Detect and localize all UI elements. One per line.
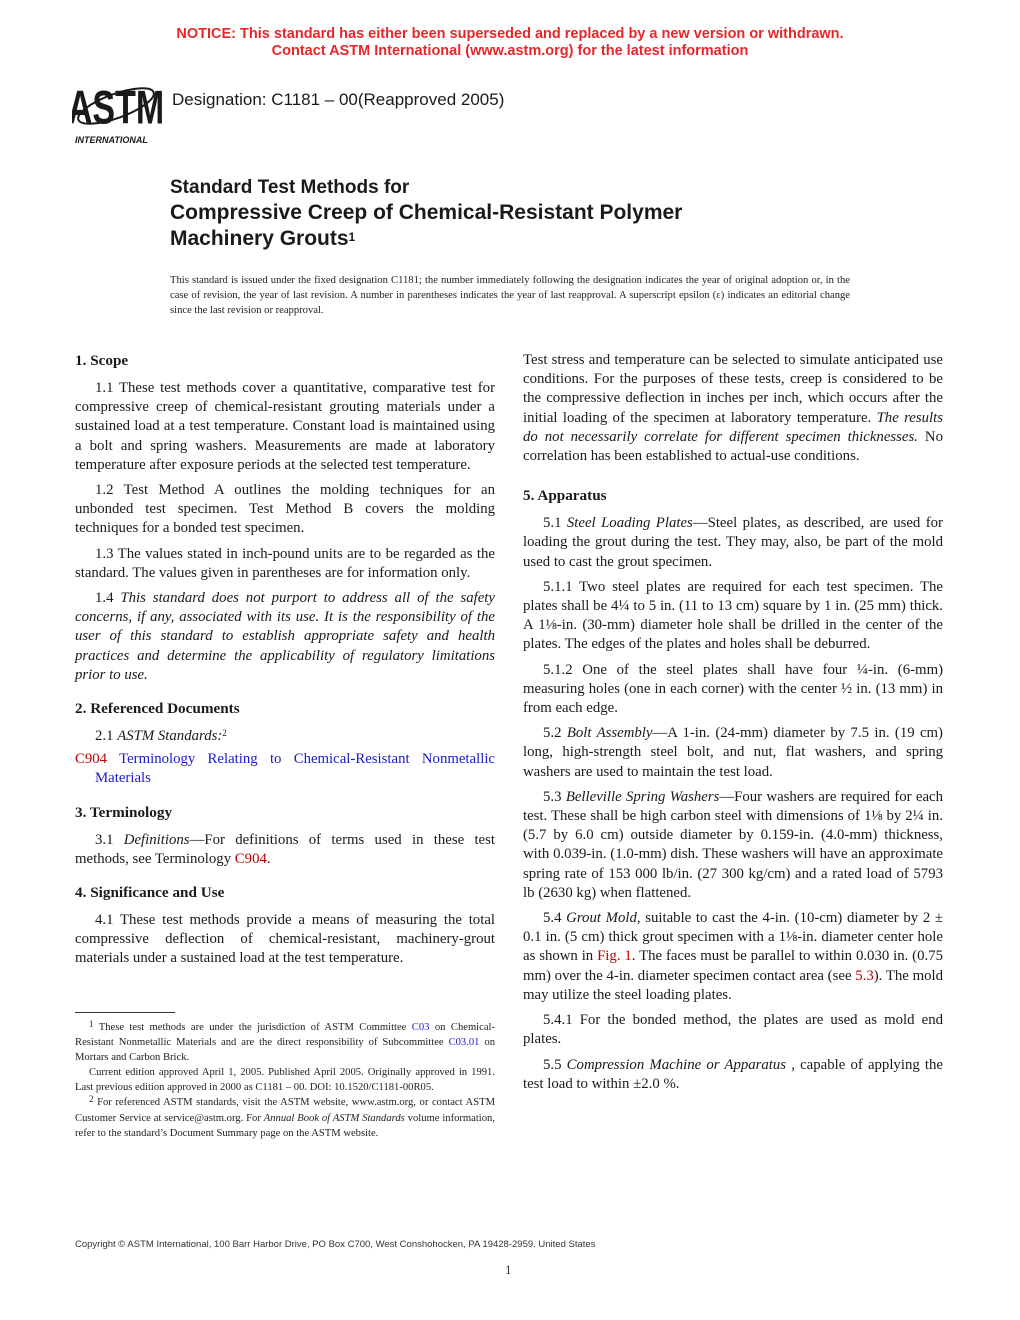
designation: Designation: C1181 – 00(Reapproved 2005)	[172, 90, 505, 109]
paragraph-text: . The faces must be parallel to within 0.030 in. (0.75 mm) over the 4-in. diameter specimen contact area (see	[523, 948, 943, 984]
title-footnote-mark[interactable]: 1	[348, 230, 356, 244]
footnote-edition: Current edition approved April 1, 2005. Published April 2005. Originally approved in 1991. Last previous edition approved in 2000 as C1181 – 00. DOI: 10.1520/C1181-00R05.	[75, 1067, 495, 1094]
paragraph-text: , capable of applying the test load to within ±2.0 %.	[523, 1056, 943, 1092]
footnote-2-mark[interactable]: 2	[222, 728, 227, 739]
preamble: This standard is issued under the fixed designation C1181; the number immediately following the designation indicates the year of original adoption or, in the case of revision, the year of last revision. A number in parentheses indicates the year of last reapproval. A superscript epsilon (ε) indicates an editorial change since the last revision or reapproval.	[170, 275, 850, 317]
paragraph-number: 2.1	[95, 728, 118, 745]
astm-standards-label: ASTM Standards:	[117, 728, 223, 745]
paragraph-number: 5.4	[543, 910, 567, 927]
punctuation: .	[266, 850, 271, 867]
title-line-3	[170, 226, 682, 252]
footnote-text: volume information, refer to the standard’s Document Summary page on the ASTM website.	[75, 1112, 495, 1139]
definitions-label: Definitions	[123, 831, 190, 848]
subcommittee-c03-01-link[interactable]: C03.01	[448, 1037, 480, 1049]
svg-text:INTERNATIONAL: INTERNATIONAL	[75, 135, 148, 145]
title-line-3-text: Machinery Grouts	[170, 227, 349, 250]
document-title	[170, 175, 682, 252]
section-5-3-link[interactable]: 5.3	[855, 967, 874, 984]
section-heading-referenced-documents: 2. Referenced Documents	[75, 700, 240, 718]
astm-logo	[72, 76, 164, 146]
section-heading-significance: 4. Significance and Use	[75, 884, 225, 902]
section-heading-terminology: 3. Terminology	[75, 803, 173, 821]
page-number: 1	[505, 1262, 512, 1277]
definitions-text: —For definitions of terms used in these test methods, see Terminology	[75, 831, 495, 867]
left-column	[75, 351, 495, 975]
title-line-1: Standard Test Methods for	[170, 177, 410, 198]
committee-c03-link[interactable]: C03	[411, 1022, 430, 1033]
reference-code-link[interactable]: C904	[75, 751, 108, 768]
paragraph-text: No correlation has been established to actual-use conditions.	[523, 428, 943, 465]
footnote-text: These test methods are under the jurisdiction of ASTM Committee	[93, 1022, 412, 1033]
paragraph-number: 5.2	[543, 725, 567, 742]
reference-title-link[interactable]: Terminology Relating to Chemical-Resistant Nonmetallic Materials	[95, 751, 495, 787]
withdrawal-notice	[0, 26, 1020, 60]
paragraph-text: Test stress and temperature can be selected to simulate anticipated use conditions. For the purposes of these tests, creep is considered to be the compressive deflection in inches per inch, which occurs after the initial loading of the specimen at laboratory temperature.	[523, 352, 943, 426]
annual-book-title: Annual Book of ASTM Standards	[263, 1112, 405, 1124]
footnote-1-mark: 1	[89, 1019, 94, 1029]
paragraph-5-4-1: 5.4.1 For the bonded method, the plates are used as mold end plates.	[523, 1012, 943, 1048]
paragraph-5-2	[523, 724, 943, 782]
paragraph-number: 5.5	[543, 1056, 567, 1073]
footnote-divider	[75, 1012, 175, 1013]
paragraph-number: 5.3	[543, 788, 566, 805]
footnote-1	[75, 1020, 495, 1065]
item-title: Grout Mold,	[566, 910, 641, 927]
paragraph-5-5	[523, 1056, 943, 1094]
paragraph-4-1: 4.1 These test methods provide a means of measuring the total compressive deflection of chemical-resistant, machinery-grout materials under a sustained load at the test temperature.	[75, 912, 495, 967]
paragraph-text: —Steel plates, as described, are used for loading the grout during the test. They may, also, be part of the mold used to cast the grout specimen.	[523, 515, 943, 570]
paragraph-text: ). The mold may utilize the steel loading plates.	[523, 967, 943, 1003]
paragraph-number: 1.4	[95, 590, 121, 607]
c904-link[interactable]: C904	[234, 850, 267, 867]
footnote-2-mark: 2	[89, 1094, 94, 1105]
safety-caveat: This standard does not purport to address all of the safety concerns, if any, associated with its use. It is the responsibility of the user of this standard to establish appropriate safety and health practices and determine the applicability of regulatory limitations prior to use.	[75, 590, 495, 683]
svg-text:ASTM: ASTM	[72, 81, 164, 134]
item-title: Belleville Spring Washers	[565, 788, 720, 805]
paragraph-number: 5.1	[543, 515, 567, 532]
figure-1-link[interactable]: Fig. 1	[597, 948, 632, 965]
item-title: Steel Loading Plates	[566, 515, 693, 532]
title-line-2: Compressive Creep of Chemical-Resistant Polymer	[170, 201, 683, 224]
footnote-text: For referenced ASTM standards, visit the ASTM website, www.astm.org, or contact ASTM Customer Service at service@astm.org. For	[75, 1097, 495, 1124]
notice-line-2: Contact ASTM International (www.astm.org) for the latest information	[271, 43, 749, 59]
paragraph-1-1: 1.1 These test methods cover a quantitative, comparative test for compressive creep of chemical-resistant grouting materials under a sustained load at a test temperature. Constant load is maintained using a bolt and spring washers. Measurements are made at laboratory temperature after exposure periods at the selected test temperature.	[75, 380, 495, 473]
footnote-text: on Chemical-Resistant Nonmetallic Materials and are the direct responsibility of Subcommittee	[75, 1022, 495, 1049]
paragraph-number: 3.1	[95, 831, 124, 848]
footnote-2	[75, 1095, 495, 1140]
paragraph-text: —A 1-in. (24-mm) diameter by 7.5 in. (19 cm) long, high-strength steel bolt, and nut, flat washers, and spring washers are used to maintain the test load.	[523, 725, 943, 780]
item-title: Bolt Assembly	[566, 725, 653, 742]
paragraph-5-4	[523, 909, 943, 1005]
correlation-caveat: The results do not necessarily correlate for different specimen thicknesses.	[523, 409, 943, 445]
footnote-text: on Mortars and Carbon Brick.	[75, 1037, 495, 1064]
paragraph-1-4	[75, 589, 495, 685]
paragraph-5-1-2: 5.1.2 One of the steel plates shall have four ¼-in. (6-mm) measuring holes (one in each corner) with the center ½ in. (13 mm) in from each edge.	[523, 661, 943, 717]
paragraph-3-1	[75, 831, 495, 869]
item-title: Compression Machine or Apparatus	[566, 1056, 787, 1073]
paragraph-1-3: 1.3 The values stated in inch-pound units are to be regarded as the standard. The values given in parentheses are for information only.	[75, 545, 495, 581]
paragraph-5-3	[523, 788, 943, 903]
paragraph-5-1	[523, 514, 943, 572]
footnotes	[75, 1020, 495, 1141]
paragraph-text: suitable to cast the 4-in. (10-cm) diameter by 2 ± 0.1 in. (5 cm) thick grout specimen with a 1⅛-in. diameter center hole as shown in	[523, 910, 944, 965]
section-heading-scope: 1. Scope	[75, 352, 129, 369]
paragraph-1-2: 1.2 Test Method A outlines the molding techniques for an unbonded test specimen. Test Method B covers the molding techniques for a bonded test specimen.	[75, 482, 495, 537]
reference-c904	[75, 750, 495, 788]
section-heading-apparatus: 5. Apparatus	[523, 487, 607, 505]
astm-logo-icon	[72, 76, 164, 146]
paragraph-4-1-continued	[523, 351, 943, 466]
copyright-notice: Copyright © ASTM International, 100 Barr Harbor Drive, PO Box C700, West Conshohocken, PA 19428-2959. United States	[75, 1239, 596, 1250]
paragraph-2-1	[75, 727, 495, 746]
notice-line-1: NOTICE: This standard has either been superseded and replaced by a new version or withdrawn.	[176, 26, 844, 42]
right-column	[523, 351, 943, 1100]
paragraph-text: —Four washers are required for each test. These shall be high carbon steel with dimensions of 1⅛ by 2¼ in. (5.7 by 6.0 cm) outside diameter by 0.159-in. (4.0-mm) thickness, with 0.039-in. (1.0-mm) dish. These washers will have an approximate spring rate of 153 000 lb/in. (27 300 kg/cm) and a rated load of 5793 lb (2630 kg) when flattened.	[523, 788, 944, 901]
paragraph-5-1-1: 5.1.1 Two steel plates are required for each test specimen. The plates shall be 4¼ to 5 in. (11 to 13 cm) square by 1 in. (25 mm) thick. A 1⅛-in. (30-mm) diameter hole shall be drilled in the center of the plates. The edges of the plates and holes shall be deburred.	[523, 578, 943, 653]
